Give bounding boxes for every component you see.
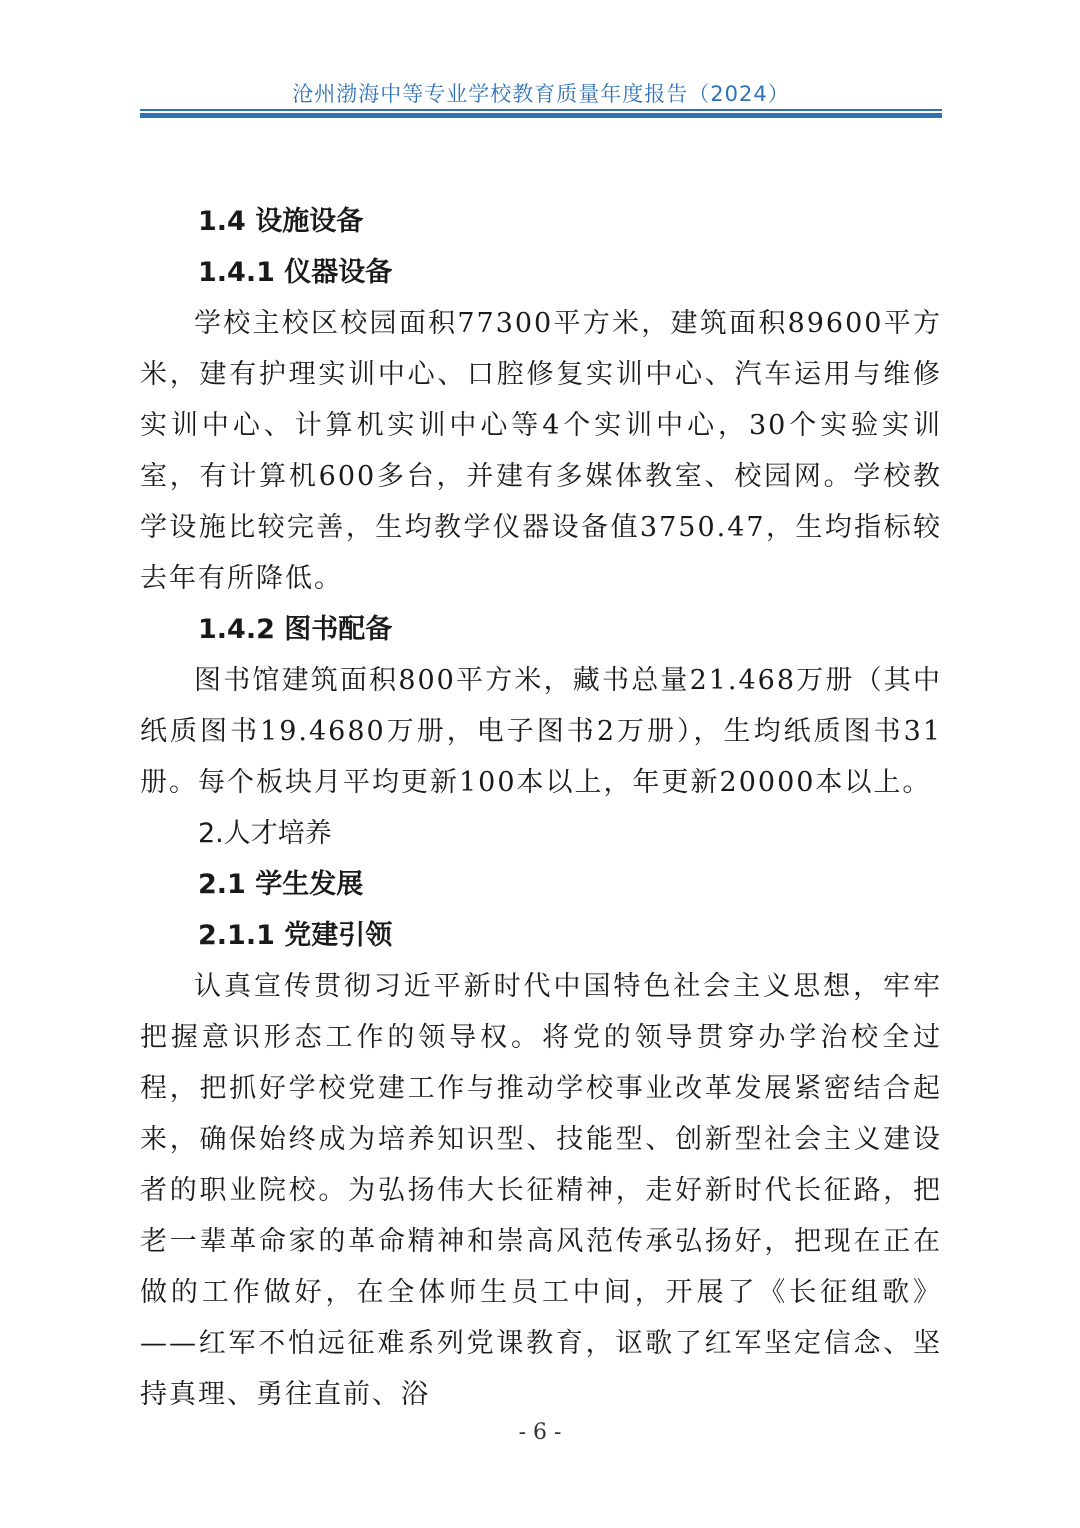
heading-2-1: 2.1 学生发展 xyxy=(198,869,364,900)
heading-1-4: 1.4 设施设备 xyxy=(198,206,364,237)
paragraph-library: 图书馆建筑面积800平方米，藏书总量21.468万册（其中纸质图书19.4680万册，电子图书2万册），生均纸质图书31册。每个板块月平均更新100本以上，年更新20000本以上。 xyxy=(140,665,942,798)
header-rule-thin xyxy=(140,109,942,111)
document-body xyxy=(140,196,942,1420)
paragraph-party-building: 认真宣传贯彻习近平新时代中国特色社会主义思想，牢牢把握意识形态工作的领导权。将党的领导贯穿办学治校全过程，把抓好学校党建工作与推动学校事业改革发展紧密结合起来，确保始终成为培养知识型、技能型、创新型社会主义建设者的职业院校。为弘扬伟大长征精神，走好新时代长征路，把老一辈革命家的革命精神和崇高风范传承弘扬好，把现在正在做的工作做好，在全体师生员工中间，开展了《长征组歌》——红军不怕远征难系列党课教育，讴歌了红军坚定信念、坚持真理、勇往直前、浴 xyxy=(140,971,942,1410)
heading-2-1-1: 2.1.1 党建引领 xyxy=(198,920,393,951)
heading-1-4-2: 1.4.2 图书配备 xyxy=(198,614,393,645)
header-title: 沧州渤海中等专业学校教育质量年度报告（2024） xyxy=(292,82,790,106)
page-header xyxy=(140,78,942,120)
header-rule-thick xyxy=(140,113,942,118)
page-number: - 6 - xyxy=(518,1420,562,1445)
paragraph-instruments: 学校主校区校园面积77300平方米，建筑面积89600平方米，建有护理实训中心、口腔修复实训中心、汽车运用与维修实训中心、计算机实训中心等4个实训中心，30个实验实训室，有计算机600多台，并建有多媒体教室、校园网。学校教学设施比较完善，生均教学仪器设备值3750.47，生均指标较去年有所降低。 xyxy=(140,308,942,594)
heading-1-4-1: 1.4.1 仪器设备 xyxy=(198,257,393,288)
heading-2: 2.人才培养 xyxy=(198,818,332,849)
